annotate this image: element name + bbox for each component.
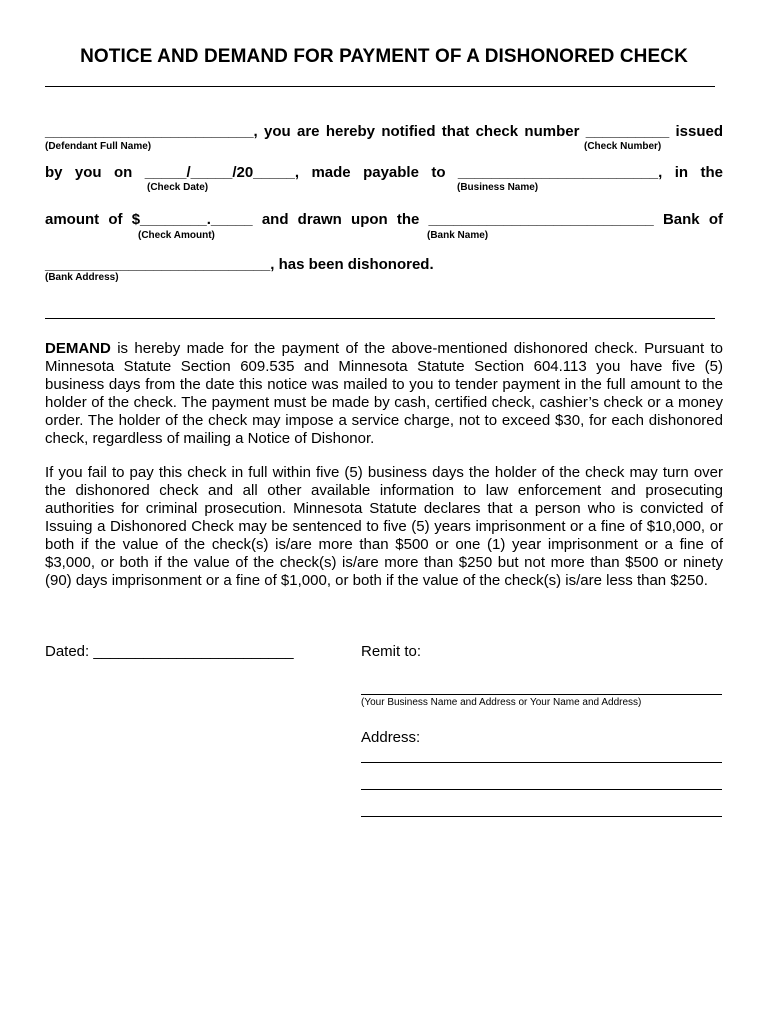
notice-line-1	[45, 123, 723, 141]
word: check	[475, 123, 519, 140]
remit-to-caption: (Your Business Name and Address or Your Name and Address)	[361, 697, 642, 708]
demand-row: check, regardless of mailing a Notice of Dishonor.	[45, 430, 375, 447]
check-date-blank[interactable]: _____/_____/20_____,	[144, 164, 300, 181]
title-divider	[45, 86, 715, 87]
notice-line-2	[45, 164, 723, 182]
word: to	[431, 164, 446, 181]
word: amount	[45, 211, 100, 228]
demand-row: holder of the check. The payment must be made by cash, certified check, cashier’s check or a money	[45, 394, 723, 411]
dated-label: Dated:	[45, 643, 90, 660]
address-label: Address:	[361, 729, 421, 746]
dishonored-text: has been dishonored.	[274, 256, 434, 273]
word: of	[108, 211, 123, 228]
word: in	[674, 164, 689, 181]
business-name-blank[interactable]: ________________________,	[457, 164, 663, 181]
remit-to-line[interactable]	[361, 694, 722, 695]
document-title: NOTICE AND DEMAND FOR PAYMENT OF A DISHONORED CHECK	[80, 46, 688, 67]
word: drawn	[297, 211, 342, 228]
bank-address-label: (Bank Address)	[45, 272, 119, 283]
word: you	[264, 123, 291, 140]
dated-field	[45, 643, 294, 660]
word: of	[708, 211, 723, 228]
address-line-3[interactable]	[361, 816, 722, 817]
word: the	[700, 164, 723, 181]
word: issued	[675, 123, 723, 140]
warning-row: If you fail to pay this check in full within five (5) business days the holder of the check may turn over	[45, 464, 723, 481]
warning-row: authorities for criminal prosecution. Minnesota Statute declares that a person who is convicted of	[45, 500, 723, 517]
demand-row: business days from the date this notice was mailed to you to tender payment in the full amount to the	[45, 376, 723, 393]
word: are	[297, 123, 320, 140]
word: the	[396, 211, 420, 228]
address-line-1[interactable]	[361, 762, 722, 763]
demand-row: order. The holder of the check may impose a service charge, not to exceed $30, for each dishonored	[45, 412, 723, 429]
word: on	[114, 164, 133, 181]
warning-row: $3,000, or both if the value of the check(s) is/are more than $250 but not more than $500 or ninety	[45, 554, 723, 571]
address-line-2[interactable]	[361, 789, 722, 790]
demand-bold: DEMAND	[45, 340, 111, 357]
demand-row: Minnesota Statute Section 609.535 and Minnesota Statute Section 604.113 you have five (5)	[45, 358, 723, 375]
dated-blank[interactable]: ________________________	[89, 643, 294, 660]
bank-name-label: (Bank Name)	[427, 230, 489, 241]
warning-row: both if the value of the check(s) is/are more than $500 or one (1) year imprisonment or a fine of	[45, 536, 723, 553]
word: and	[261, 211, 289, 228]
check-amount-blank[interactable]: $________._____	[131, 211, 253, 228]
word: hereby	[325, 123, 376, 140]
notice-line-4	[45, 256, 434, 273]
remit-to-label: Remit to:	[361, 643, 422, 660]
warning-paragraph	[45, 464, 723, 590]
defendant-name-label: (Defendant Full Name)	[45, 141, 152, 152]
check-amount-label: (Check Amount)	[138, 230, 215, 241]
word: you	[74, 164, 102, 181]
word: that	[441, 123, 470, 140]
bank-name-blank[interactable]: ___________________________	[428, 211, 654, 228]
check-number-label: (Check Number)	[584, 141, 662, 152]
bank-address-blank[interactable]: ___________________________,	[45, 256, 275, 273]
word: notified	[381, 123, 436, 140]
word: upon	[351, 211, 388, 228]
warning-row: the dishonored check and all other available information to law enforcement and prosecuting	[45, 482, 723, 499]
business-name-label: (Business Name)	[457, 182, 539, 193]
word: payable	[363, 164, 419, 181]
demand-paragraph	[45, 340, 723, 448]
check-number-blank[interactable]: __________	[585, 123, 670, 140]
check-date-label: (Check Date)	[147, 182, 209, 193]
word: by	[45, 164, 63, 181]
section-divider	[45, 318, 715, 319]
demand-row: DEMAND is hereby made for the payment of the above-mentioned dishonored check. Pursuant to	[45, 340, 723, 357]
word: made	[311, 164, 351, 181]
notice-line-3	[45, 211, 723, 229]
defendant-name-blank[interactable]: _________________________,	[45, 123, 258, 140]
word: Bank	[662, 211, 700, 228]
warning-row: Issuing a Dishonored Check may be sentenced to five (5) years imprisonment or a fine of $10,000, or	[45, 518, 723, 535]
word: number	[524, 123, 580, 140]
warning-row: (90) days imprisonment or a fine of $1,000, or both if the value of the check(s) is/are less than $250.	[45, 572, 708, 589]
